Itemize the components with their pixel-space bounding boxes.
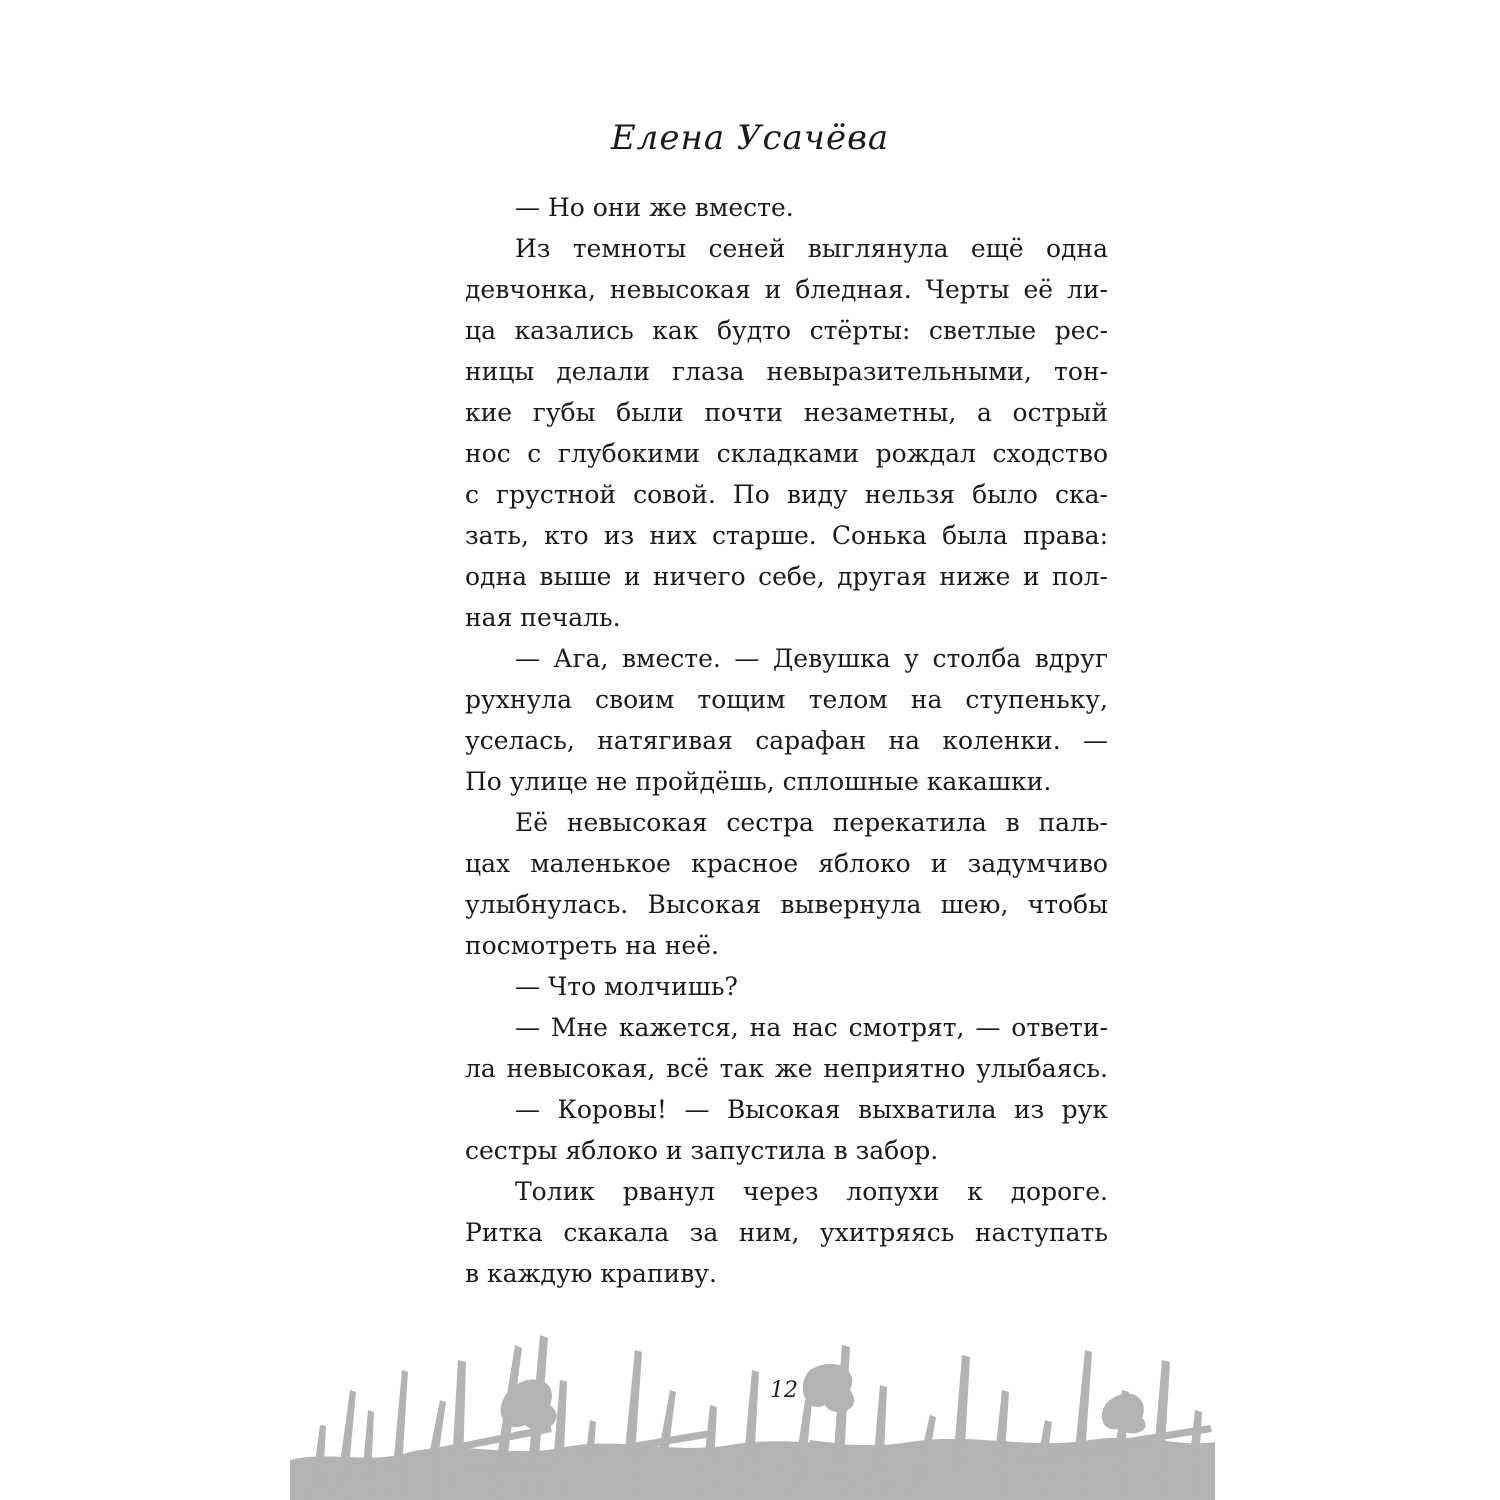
running-head-author: Елена Усачёва: [610, 118, 890, 158]
paragraph: [465, 228, 1108, 638]
text-line: Толик рванул через лопухи к дороге.: [515, 1177, 1108, 1206]
text-line: цах маленькое красное яблоко и задумчиво: [465, 849, 1108, 878]
body-text: [465, 187, 1108, 1294]
text-line: в каждую крапиву.: [465, 1259, 717, 1288]
text-line: Ритка скакала за ним, ухитряясь наступать: [465, 1218, 1108, 1247]
text-line: ца казались как будто стёрты: светлые рес-: [465, 316, 1108, 345]
paragraph: [465, 187, 1108, 228]
text-line: кие губы были почти незаметны, а острый: [465, 398, 1108, 427]
text-line: посмотреть на неё.: [465, 931, 719, 960]
text-line: улыбнулась. Высокая вывернула шею, чтобы: [465, 890, 1108, 919]
text-line: По улице не пройдёшь, сплошные какашки.: [465, 767, 1052, 796]
text-line: — Ага, вместе. — Девушка у столба вдруг: [515, 644, 1108, 673]
text-line: ная печаль.: [465, 603, 621, 632]
text-line: сестры яблоко и запустила в забор.: [465, 1136, 939, 1165]
text-line: — Но они же вместе.: [515, 193, 794, 222]
paragraph: [465, 638, 1108, 802]
text-line: зать, кто из них старше. Сонька была права:: [465, 521, 1108, 550]
paragraph: [465, 966, 1108, 1007]
text-line: рухнула своим тощим телом на ступеньку,: [465, 685, 1108, 714]
text-line: Из темноты сеней выглянула ещё одна: [515, 234, 1108, 263]
text-line: Её невысокая сестра перекатила в паль-: [515, 808, 1108, 837]
text-line: с грустной совой. По виду нельзя было ска-: [465, 480, 1108, 509]
text-line: одна выше и ничего себе, другая ниже и пол-: [465, 562, 1108, 591]
text-line: нос с глубокими складками рождал сходство: [465, 439, 1108, 468]
page-number: 12: [770, 1378, 798, 1403]
text-line: — Что молчишь?: [515, 972, 738, 1001]
paragraph: [465, 1171, 1108, 1294]
text-line: — Мне кажется, на нас смотрят, — ответи-: [515, 1013, 1108, 1042]
paragraph: [465, 802, 1108, 966]
paragraph: [465, 1007, 1108, 1089]
text-line: — Коровы! — Высокая выхватила из рук: [515, 1095, 1108, 1124]
paragraph: [465, 1089, 1108, 1171]
grass-silhouette-shapes: [290, 1335, 1215, 1500]
text-line: ла невысокая, всё так же неприятно улыбаясь.: [465, 1054, 1108, 1083]
text-line: уселась, натягивая сарафан на коленки. —: [465, 726, 1108, 755]
grass-silhouette-illustration: [290, 1330, 1215, 1500]
text-line: девчонка, невысокая и бледная. Черты её ли-: [465, 275, 1108, 304]
text-line: ницы делали глаза невыразительными, тон-: [465, 357, 1108, 386]
